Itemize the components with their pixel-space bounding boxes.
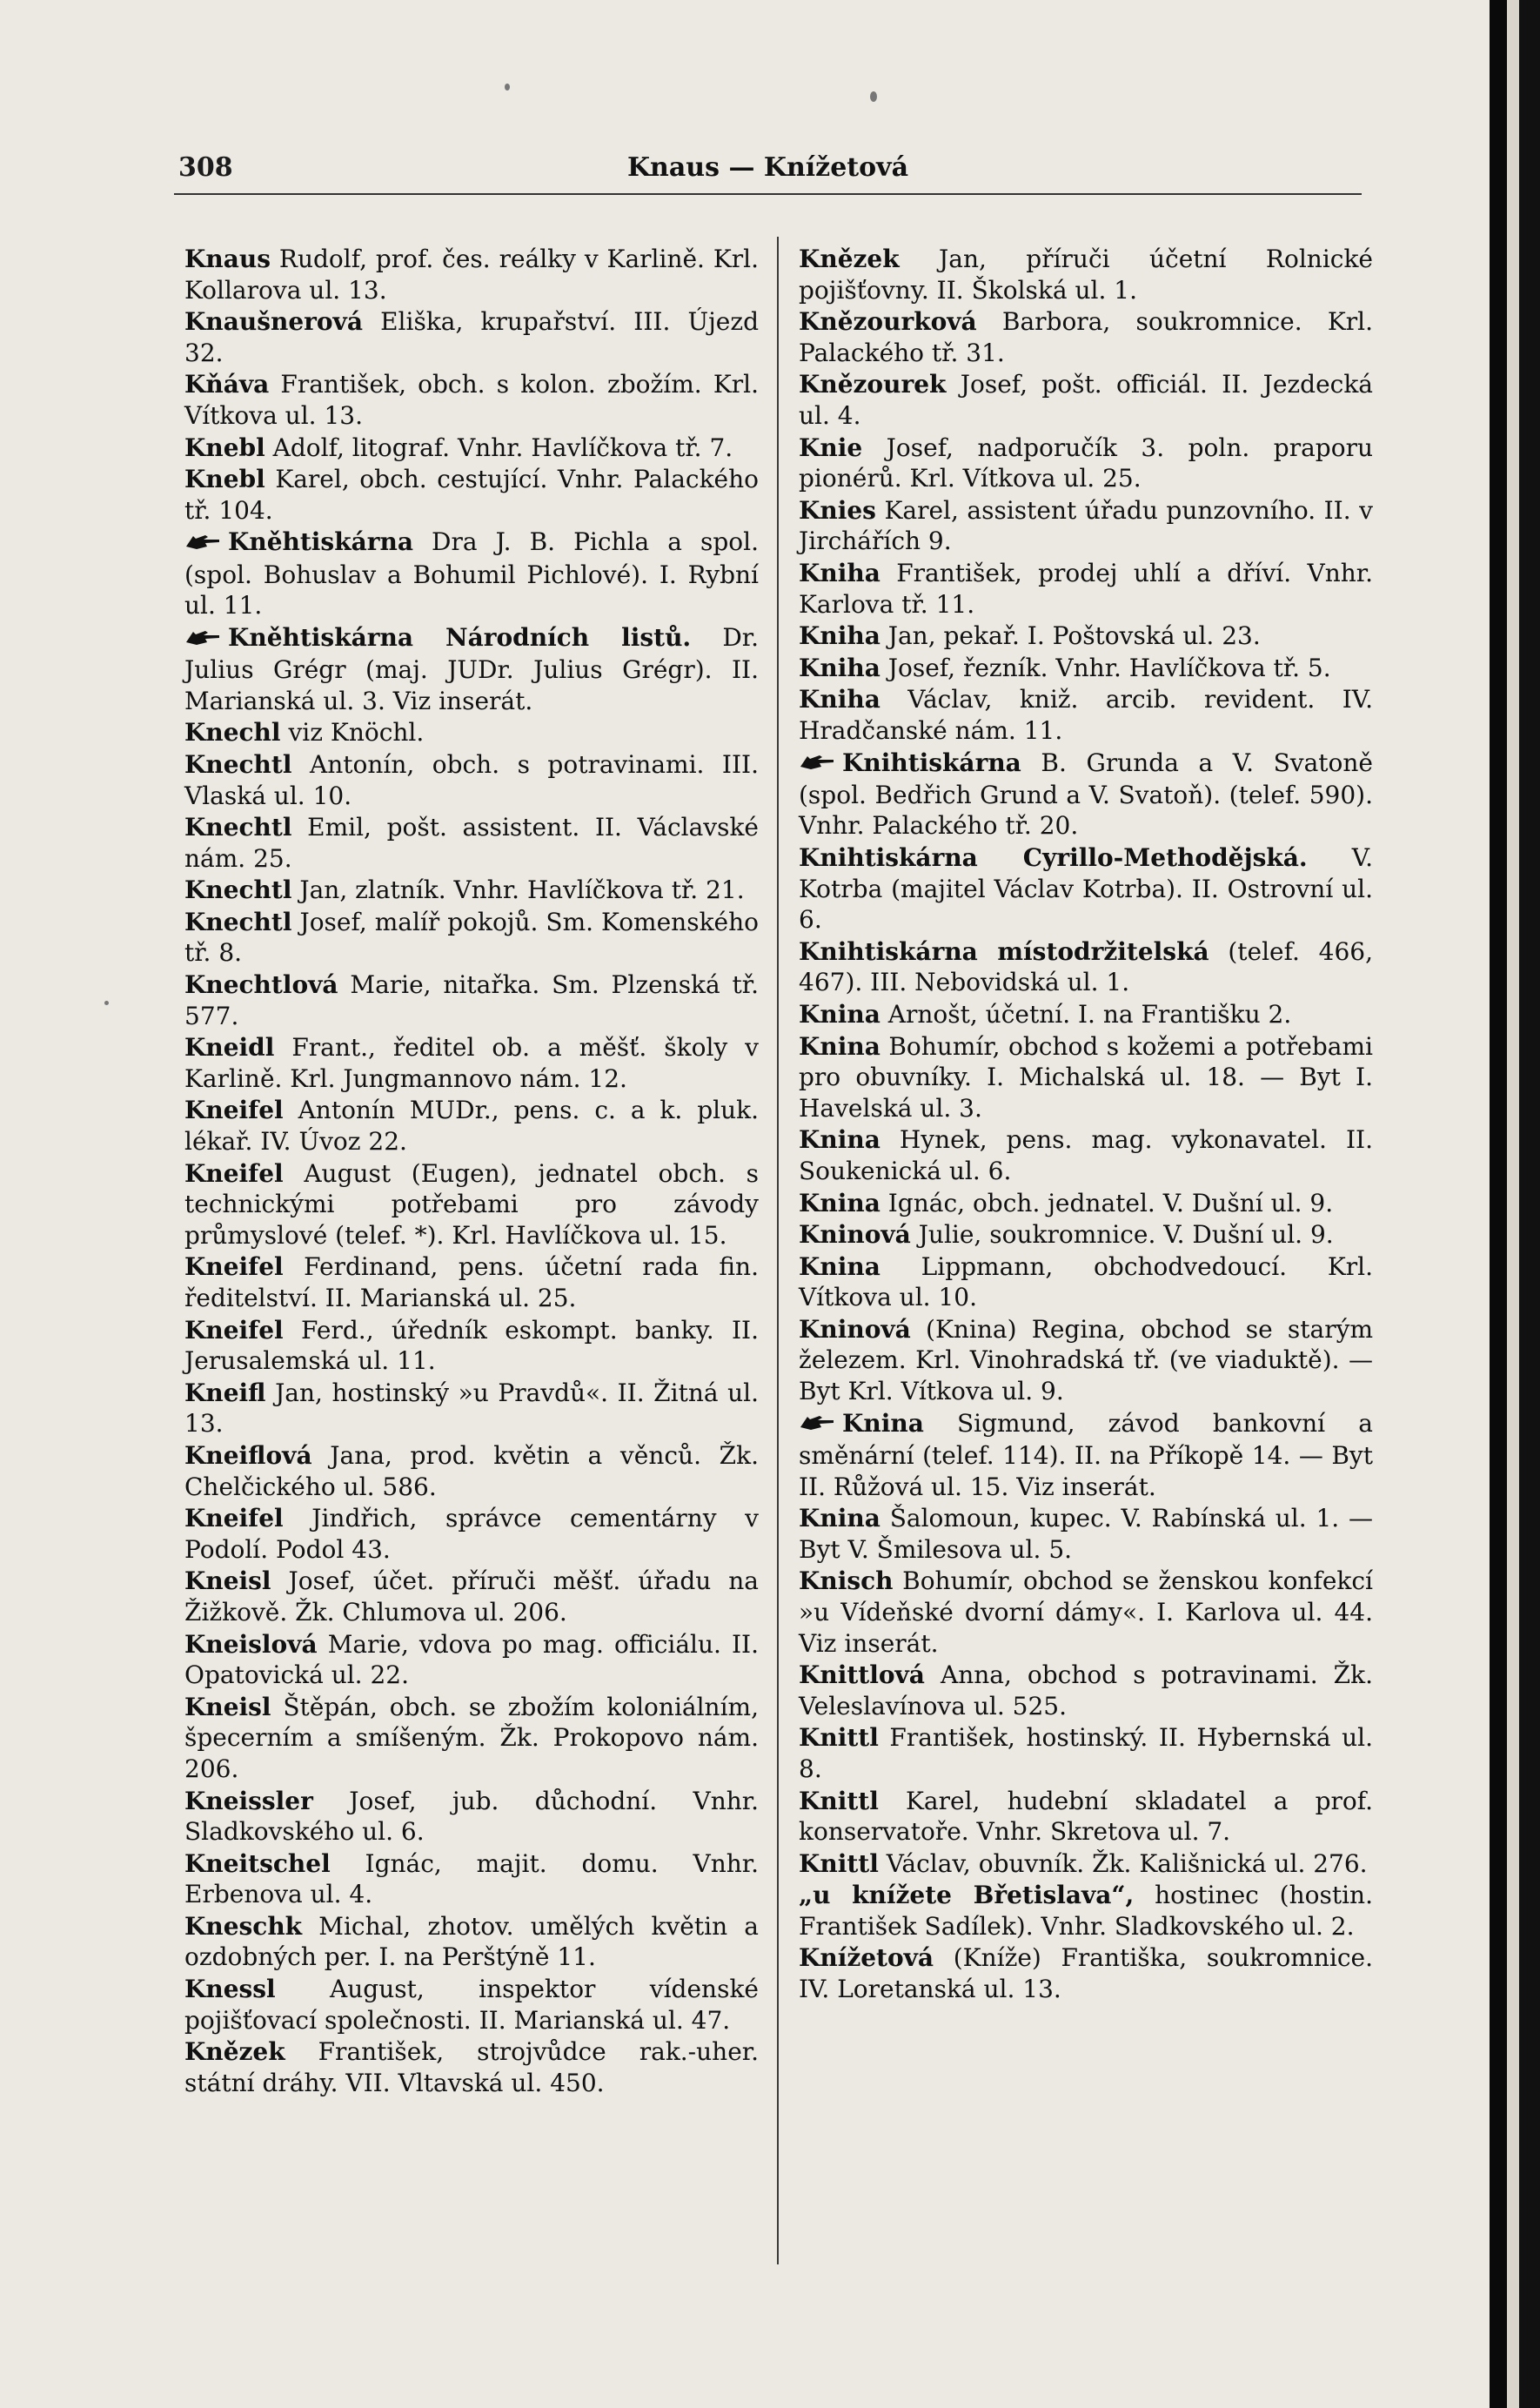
entry-name: Kneifel: [184, 1252, 284, 1282]
directory-entry: [799, 1786, 1373, 1848]
directory-entry: [184, 369, 759, 431]
entry-details: Josef, malíř pokojů. Sm. Komenského tř. 8.: [184, 907, 759, 968]
entry-details: Ferdinand, pens. účetní rada fin. ředitelství. II. Marianská ul. 25.: [184, 1252, 759, 1312]
directory-entry: [184, 464, 759, 526]
entry-name: Knina: [799, 1251, 880, 1281]
entry-name: Kněhtiskárna: [228, 527, 413, 557]
entry-name: Knechtl: [184, 875, 292, 905]
directory-entry: [799, 244, 1373, 305]
entry-name: Kneifl: [184, 1378, 266, 1407]
entry-name: Knechtl: [184, 907, 292, 936]
entry-details: František, obch. s kolon. zbožím. Krl. Vítkova ul. 13.: [184, 370, 759, 430]
directory-entry: [799, 1503, 1373, 1565]
directory-entry: [184, 907, 759, 969]
entry-details: August (Eugen), jednatel obch. s technickými potřebami pro závody průmyslové (telef. *). Krl. Havlíčkova ul. 15.: [184, 1158, 759, 1250]
directory-entry: [799, 433, 1373, 494]
entry-name: Kneislová: [184, 1629, 318, 1659]
pointing-hand-icon: [184, 624, 223, 655]
entry-name: Knebl: [184, 465, 265, 494]
entry-details: Jan, hostinský »u Pravdů«. II. Žitná ul. 13.: [184, 1378, 759, 1439]
directory-entry: [799, 1219, 1373, 1251]
directory-entry: [184, 244, 759, 305]
directory-entry: [799, 1124, 1373, 1186]
entry-details: Frant., ředitel ob. a měšť. školy v Karlině. Krl. Jungmannovo nám. 12.: [184, 1033, 759, 1093]
directory-entry: [184, 749, 759, 811]
entry-details: František, strojvůdce rak.-uher. státní dráhy. VII. Vltavská ul. 450.: [184, 2037, 759, 2097]
directory-entry: [799, 1722, 1373, 1784]
entry-details: Josef, řezník. Vnhr. Havlíčkova tř. 5.: [887, 653, 1331, 682]
entry-name: Kniha: [799, 685, 880, 714]
directory-entry: [799, 1251, 1373, 1313]
directory-entry: [184, 1629, 759, 1691]
running-head: Knaus — Knížetová: [626, 152, 909, 183]
directory-entry: [184, 1911, 759, 1973]
directory-entry: [184, 1440, 759, 1502]
entry-name: Knina: [799, 1031, 880, 1061]
directory-entry: [799, 1031, 1373, 1124]
entry-name: Knihtiskárna místodržitelská: [799, 936, 1209, 966]
entry-name: Kněhtiskárna Národních listů.: [228, 622, 692, 652]
entry-name: Knechtl: [184, 749, 292, 779]
entry-name: Knechtl: [184, 813, 292, 842]
entry-details: (Kníže) Františka, soukromnice. IV. Loretanská ul. 13.: [799, 1943, 1373, 2004]
directory-entry: [184, 875, 759, 906]
directory-entry: [799, 842, 1373, 936]
entry-details: Barbora, soukromnice. Krl. Palackého tř. 31.: [799, 307, 1373, 367]
entry-details: Dr. Julius Grégr (maj. JUDr. Julius Grégr). II. Marianská ul. 3. Viz inserát.: [184, 622, 759, 715]
entry-details: hostinec (hostin. František Sadílek). Vnhr. Sladkovského ul. 2.: [799, 1881, 1373, 1941]
entry-details: Štěpán, obch. se zbožím koloniálním, špecerním a smíšeným. Žk. Prokopovo nám. 206.: [184, 1692, 759, 1783]
entry-name: Kneidl: [184, 1033, 275, 1063]
entry-details: Lippmann, obchodvedoucí. Krl. Vítkova ul. 10.: [799, 1251, 1373, 1312]
entry-name: Knihtiskárna Cyrillo-Methodějská.: [799, 842, 1308, 872]
directory-entry: [184, 1848, 759, 1910]
page-number: 308: [178, 152, 233, 183]
left-column: [184, 244, 759, 2099]
directory-entry: [184, 969, 759, 1031]
entry-name: Knina: [799, 1504, 880, 1533]
directory-entry: [184, 717, 759, 748]
directory-entry: [184, 1095, 759, 1157]
directory-entry: [184, 1315, 759, 1377]
directory-entry: [184, 433, 759, 464]
directory-entry: [799, 1408, 1373, 1502]
directory-entry: [799, 1880, 1373, 1942]
entry-name: Knessl: [184, 1975, 276, 2004]
directory-entry: [799, 1848, 1373, 1880]
entry-details: August, inspektor vídenské pojišťovací společnosti. II. Marianská ul. 47.: [184, 1975, 759, 2035]
entry-name: Knina: [799, 1125, 880, 1155]
entry-details: Emil, pošt. assistent. II. Václavské nám. 25.: [184, 813, 760, 873]
entry-name: Knittl: [799, 1848, 879, 1878]
entry-details: Šalomoun, kupec. V. Rabínská ul. 1. — Byt V. Šmilesova ul. 5.: [799, 1504, 1374, 1564]
entry-name: Kninová: [799, 1314, 911, 1344]
entry-details: Josef, účet. příruči měšť. úřadu na Žižkově. Žk. Chlumova ul. 206.: [184, 1566, 759, 1627]
entry-details: Karel, assistent úřadu punzovního. II. v Jirchářích 9.: [799, 495, 1373, 556]
entry-details: Jan, pekař. I. Poštovská ul. 23.: [887, 621, 1261, 651]
entry-name: Knittl: [799, 1786, 879, 1815]
entry-name: Kneschk: [184, 1911, 303, 1941]
directory-entry: [184, 306, 759, 368]
entry-name: Knechl: [184, 718, 281, 748]
directory-entry: [184, 812, 759, 874]
entry-name: Kninová: [799, 1220, 911, 1250]
entry-name: Knies: [799, 495, 876, 525]
entry-details: Antonín, obch. s potravinami. III. Vlaská ul. 10.: [184, 749, 759, 810]
entry-name: Kneitschel: [184, 1848, 331, 1878]
entry-details: Václav, kniž. arcib. revident. IV. Hradčanské nám. 11.: [799, 685, 1373, 745]
pointing-hand-icon: [799, 1409, 837, 1440]
entry-details: viz Knöchl.: [288, 718, 425, 748]
entry-name: Kniha: [799, 558, 880, 587]
entry-name: Kneissler: [184, 1786, 313, 1815]
entry-details: Ignác, majit. domu. Vnhr. Erbenova ul. 4.: [184, 1848, 759, 1909]
directory-entry: [184, 1566, 759, 1627]
entry-details: Ignác, obch. jednatel. V. Dušní ul. 9.: [887, 1188, 1334, 1217]
entry-details: Jan, příruči účetní Rolnické pojišťovny. II. Školská ul. 1.: [799, 245, 1374, 305]
entry-details: Rudolf, prof. čes. reálky v Karlině. Krl. Kollarova ul. 13.: [184, 245, 760, 305]
entry-details: František, hostinský. II. Hybernská ul. 8.: [799, 1723, 1374, 1783]
entry-details: Adolf, litograf. Vnhr. Havlíčkova tř. 7.: [272, 433, 733, 462]
entry-name: Knihtiskárna: [842, 748, 1021, 777]
entry-name: Knězek: [799, 245, 900, 273]
directory-entry: [184, 1251, 759, 1313]
entry-name: Kneisl: [184, 1692, 271, 1721]
entry-details: Bohumír, obchod se ženskou konfekcí »u Vídeňské dvorní dámy«. I. Karlova ul. 44. Viz inserát.: [799, 1566, 1373, 1658]
column-divider: [777, 237, 779, 2264]
directory-entry: [799, 495, 1373, 557]
directory-entry: [184, 1503, 759, 1565]
directory-entry: [184, 622, 759, 716]
entry-name: Kneisl: [184, 1566, 271, 1596]
directory-entry: [184, 1378, 759, 1439]
print-speck: [505, 84, 510, 91]
entry-name: Knina: [799, 999, 880, 1029]
adjacent-page-edge: [1490, 0, 1540, 2408]
directory-entry: [799, 1942, 1373, 2004]
entry-name: Knězourková: [799, 307, 977, 337]
entry-details: Marie, nitařka. Sm. Plzenská tř. 577.: [184, 970, 759, 1030]
directory-entry: [184, 1786, 759, 1848]
pointing-hand-icon: [184, 528, 223, 560]
entry-details: Julie, soukromnice. V. Dušní ul. 9.: [918, 1220, 1334, 1250]
entry-details: Anna, obchod s potravinami. Žk. Veleslavínova ul. 525.: [799, 1660, 1373, 1720]
entry-details: Arnošt, účetní. I. na Františku 2.: [887, 999, 1292, 1029]
entry-name: „u knížete Břetislava“,: [799, 1881, 1135, 1910]
entry-name: Kniha: [799, 621, 880, 651]
entry-name: Knittl: [799, 1723, 879, 1753]
right-column: [799, 244, 1373, 2006]
entry-name: Kneifel: [184, 1504, 284, 1533]
directory-entry: [184, 1158, 759, 1251]
print-speck: [104, 1001, 109, 1005]
entry-details: Dra J. B. Pichla a spol. (spol. Bohuslav a Bohumil Pichlové). I. Rybní ul. 11.: [184, 527, 759, 620]
entry-details: Sigmund, závod bankovní a směnární (telef. 114). II. na Příkopě 14. — Byt II. Růžová ul. 15. Viz inserát.: [799, 1408, 1373, 1501]
entry-details: Michal, zhotov. umělých květin a ozdobných per. I. na Perštýně 11.: [184, 1911, 760, 1972]
entry-details: Hynek, pens. mag. vykonavatel. II. Soukenická ul. 6.: [799, 1125, 1374, 1185]
directory-entry: [799, 653, 1373, 684]
entry-details: František, prodej uhlí a dříví. Vnhr. Karlova tř. 11.: [799, 558, 1373, 619]
entry-details: B. Grunda a V. Svatoně (spol. Bedřich Grund a V. Svatoň). (telef. 590). Vnhr. Palackého tř. 20.: [799, 748, 1373, 841]
entry-details: Josef, jub. důchodní. Vnhr. Sladkovského ul. 6.: [184, 1786, 759, 1847]
entry-name: Knížetová: [799, 1943, 934, 1973]
entry-name: Knina: [799, 1188, 880, 1217]
entry-name: Knina: [842, 1408, 924, 1438]
directory-entry: [799, 748, 1373, 842]
directory-entry: [799, 306, 1373, 368]
entry-details: Karel, obch. cestující. Vnhr. Palackého tř. 104.: [184, 465, 760, 525]
entry-name: Kniha: [799, 653, 880, 682]
entry-name: Kneiflová: [184, 1440, 312, 1470]
entry-details: Josef, pošt. officiál. II. Jezdecká ul. 4.: [799, 370, 1373, 430]
directory-entry: [799, 999, 1373, 1030]
directory-entry: [184, 2036, 759, 2098]
header-rule: [174, 193, 1362, 195]
entry-name: Kňáva: [184, 370, 270, 399]
entry-details: V. Kotrba (majitel Václav Kotrba). II. Ostrovní ul. 6.: [799, 842, 1374, 935]
directory-entry: [799, 1660, 1373, 1721]
directory-entry: [799, 1314, 1373, 1407]
entry-details: Josef, nadporučík 3. poln. praporu pionérů. Krl. Vítkova ul. 25.: [799, 433, 1373, 493]
entry-name: Knaus: [184, 245, 271, 273]
entry-name: Knechtlová: [184, 970, 338, 1000]
entry-details: Václav, obuvník. Žk. Kališnická ul. 276.: [886, 1848, 1368, 1878]
entry-details: (Knina) Regina, obchod se starým železem. Krl. Vinohradská tř. (ve viaduktě). — Byt Krl. Vítkova ul. 9.: [799, 1314, 1373, 1406]
directory-entry: [799, 1566, 1373, 1659]
directory-entry: [184, 527, 759, 620]
entry-name: Kneifel: [184, 1158, 284, 1188]
directory-entry: [184, 1032, 759, 1094]
directory-entry: [799, 1188, 1373, 1219]
directory-entry: [799, 369, 1373, 431]
print-speck: [870, 91, 877, 102]
entry-name: Knězek: [184, 2037, 285, 2067]
entry-details: Karel, hudební skladatel a prof. konservatoře. Vnhr. Skretova ul. 7.: [799, 1786, 1373, 1847]
directory-entry: [184, 1974, 759, 2036]
directory-entry: [799, 684, 1373, 746]
entry-name: Knie: [799, 433, 863, 462]
directory-entry: [184, 1692, 759, 1785]
entry-name: Knězourek: [799, 370, 947, 399]
entry-details: (telef. 466, 467). III. Nebovidská ul. 1.: [799, 936, 1373, 997]
entry-name: Knebl: [184, 433, 265, 462]
entry-details: Jindřich, správce cementárny v Podolí. Podol 43.: [184, 1504, 759, 1564]
entry-name: Knaušnerová: [184, 307, 363, 337]
directory-entry: [799, 620, 1373, 652]
entry-details: Jan, zlatník. Vnhr. Havlíčkova tř. 21.: [299, 875, 745, 905]
entry-details: Eliška, krupařství. III. Újezd 32.: [184, 307, 759, 367]
directory-entry: [799, 558, 1373, 620]
entry-details: Jana, prod. květin a věnců. Žk. Chelčického ul. 586.: [184, 1440, 759, 1501]
entry-name: Kneifel: [184, 1096, 284, 1125]
entry-name: Kneifel: [184, 1315, 284, 1345]
entry-details: Ferd., úředník eskompt. banky. II. Jerusalemská ul. 11.: [184, 1315, 760, 1376]
entry-details: Marie, vdova po mag. officiálu. II. Opatovická ul. 22.: [184, 1629, 759, 1690]
entry-details: Antonín MUDr., pens. c. a k. pluk. lékař. IV. Úvoz 22.: [184, 1096, 759, 1157]
entry-name: Knisch: [799, 1566, 894, 1596]
directory-entry: [799, 936, 1373, 998]
pointing-hand-icon: [799, 748, 837, 780]
page-header: [178, 148, 1357, 200]
entry-details: Bohumír, obchod s kožemi a potřebami pro obuvníky. I. Michalská ul. 18. — Byt I. Havelská ul. 3.: [799, 1031, 1373, 1123]
entry-name: Knittlová: [799, 1660, 925, 1690]
